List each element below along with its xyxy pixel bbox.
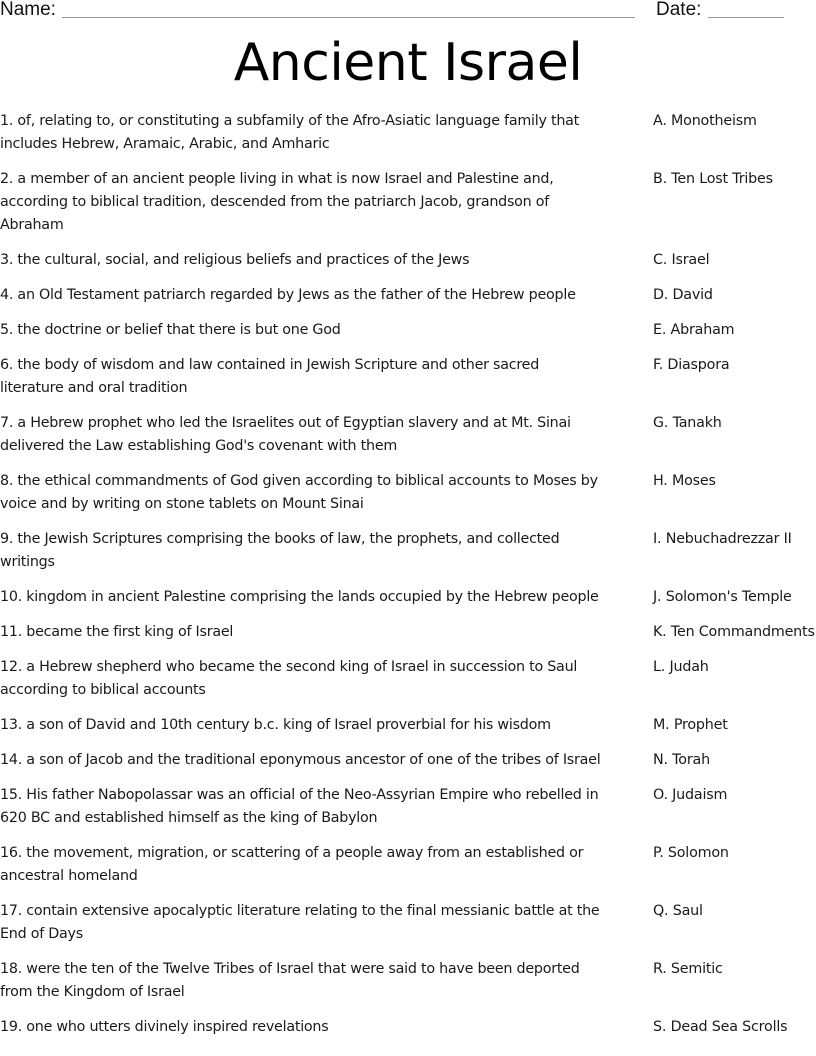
answer-option: G. Tanakh — [653, 415, 722, 431]
matching-row — [0, 749, 816, 772]
matching-row — [0, 249, 816, 272]
matching-row — [0, 586, 816, 609]
matching-row — [0, 110, 816, 156]
clue: 4. an Old Testament patriarch regarded by Jews as the father of the Hebrew people — [0, 287, 576, 303]
matching-row — [0, 168, 816, 237]
matching-row — [0, 470, 816, 516]
answer-option: D. David — [653, 287, 713, 303]
matching-row — [0, 714, 816, 737]
clue: 5. the doctrine or belief that there is but one God — [0, 322, 341, 338]
matching-row — [0, 319, 816, 342]
answer-option: K. Ten Commandments — [653, 624, 815, 640]
answer-option: P. Solomon — [653, 845, 729, 861]
matching-row — [0, 528, 816, 574]
answer-option: S. Dead Sea Scrolls — [653, 1019, 788, 1035]
clue: 3. the cultural, social, and religious beliefs and practices of the Jews — [0, 252, 470, 268]
matching-row — [0, 284, 816, 307]
matching-row — [0, 412, 816, 458]
matching-list — [0, 110, 816, 1051]
clue: 10. kingdom in ancient Palestine comprising the lands occupied by the Hebrew people — [0, 589, 599, 605]
matching-row — [0, 656, 816, 702]
matching-row — [0, 842, 816, 888]
answer-option: H. Moses — [653, 473, 716, 489]
matching-row — [0, 900, 816, 946]
answer-option: A. Monotheism — [653, 113, 757, 129]
answer-option: L. Judah — [653, 659, 709, 675]
clue: 14. a son of Jacob and the traditional eponymous ancestor of one of the tribes of Israel — [0, 752, 601, 768]
clue: 8. the ethical commandments of God given according to biblical accounts to Moses by voice and by writing on stone tablets on Mount Sinai — [0, 473, 598, 512]
clue: 9. the Jewish Scriptures comprising the books of law, the prophets, and collected writings — [0, 531, 560, 570]
worksheet-header — [0, 0, 816, 22]
answer-option: I. Nebuchadrezzar II — [653, 531, 792, 547]
date-label: Date: — [656, 0, 702, 20]
clue: 13. a son of David and 10th century b.c. king of Israel proverbial for his wisdom — [0, 717, 551, 733]
clue: 2. a member of an ancient people living in what is now Israel and Palestine and, according to biblical tradition, descended from the patriarch Jacob, grandson of Abraham — [0, 171, 554, 233]
matching-row — [0, 354, 816, 400]
answer-option: O. Judaism — [653, 787, 728, 803]
answer-option: F. Diaspora — [653, 357, 730, 373]
clue: 11. became the first king of Israel — [0, 624, 234, 640]
clue: 16. the movement, migration, or scattering of a people away from an established or ancestral homeland — [0, 845, 584, 884]
clue: 7. a Hebrew prophet who led the Israelites out of Egyptian slavery and at Mt. Sinai delivered the Law establishing God's covenant with them — [0, 415, 571, 454]
answer-option: B. Ten Lost Tribes — [653, 171, 773, 187]
answer-option: C. Israel — [653, 252, 710, 268]
date-field[interactable] — [708, 17, 784, 18]
clue: 17. contain extensive apocalyptic literature relating to the final messianic battle at the End of Days — [0, 903, 600, 942]
matching-row — [0, 1016, 816, 1039]
answer-option: N. Torah — [653, 752, 710, 768]
clue: 1. of, relating to, or constituting a subfamily of the Afro-Asiatic language family that includes Hebrew, Aramaic, Arabic, and Amharic — [0, 113, 580, 152]
clue: 15. His father Nabopolassar was an official of the Neo-Assyrian Empire who rebelled in 620 BC and established himself as the king of Babylon — [0, 787, 599, 826]
answer-option: R. Semitic — [653, 961, 723, 977]
page-title: Ancient Israel — [233, 33, 583, 93]
matching-row — [0, 784, 816, 830]
answer-option: M. Prophet — [653, 717, 728, 733]
matching-row — [0, 958, 816, 1004]
clue: 19. one who utters divinely inspired revelations — [0, 1019, 329, 1035]
matching-row — [0, 621, 816, 644]
clue: 18. were the ten of the Twelve Tribes of Israel that were said to have been deported from the Kingdom of Israel — [0, 961, 580, 1000]
clue: 12. a Hebrew shepherd who became the second king of Israel in succession to Saul according to biblical accounts — [0, 659, 578, 698]
clue: 6. the body of wisdom and law contained in Jewish Scripture and other sacred literature and oral tradition — [0, 357, 540, 396]
name-label: Name: — [0, 0, 56, 20]
answer-option: Q. Saul — [653, 903, 703, 919]
answer-option: J. Solomon's Temple — [653, 589, 792, 605]
name-field[interactable] — [62, 17, 635, 18]
answer-option: E. Abraham — [653, 322, 735, 338]
